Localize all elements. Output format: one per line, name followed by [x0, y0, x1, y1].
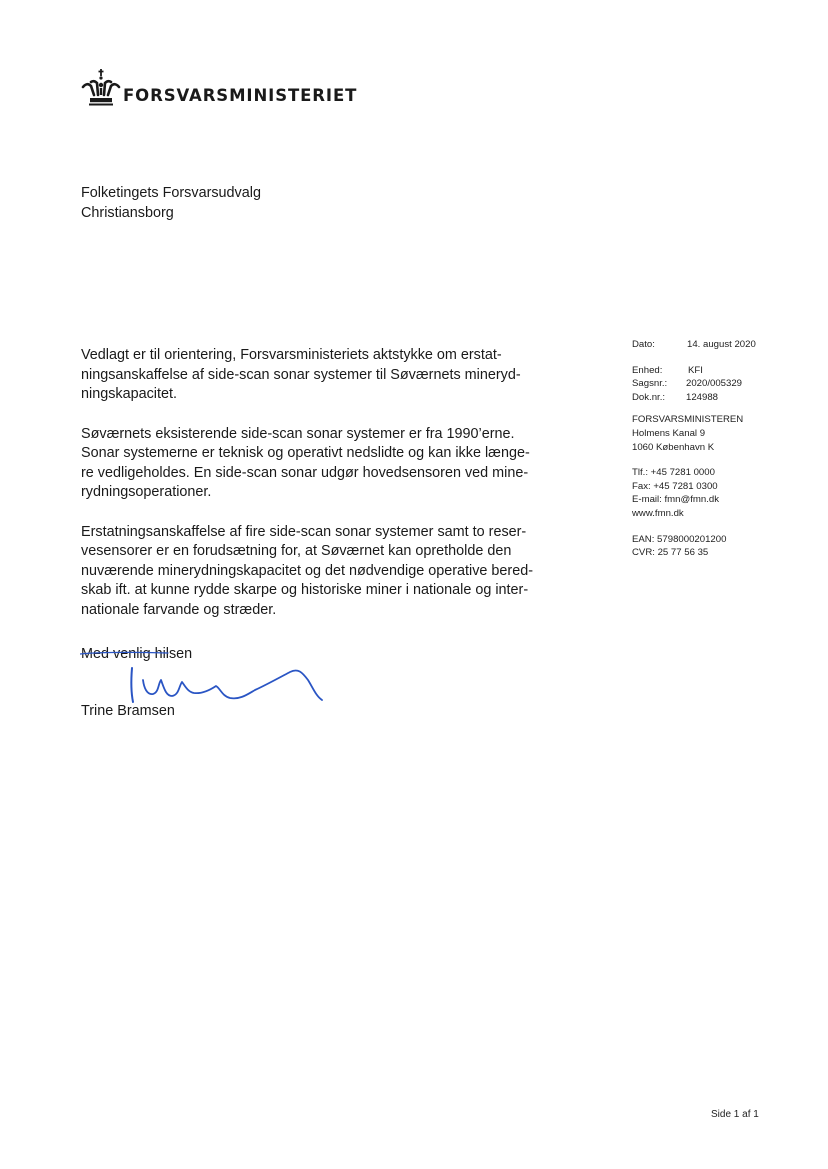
- sender-city: 1060 København K: [632, 441, 715, 453]
- date-row: [632, 338, 802, 352]
- crown-icon: [81, 68, 121, 108]
- unit-value: KFI: [688, 364, 703, 376]
- text-line: vesensorer er en forudsætning for, at Søværnet kan opretholde den: [81, 543, 512, 559]
- text-line: re vedligeholdes. En side-scan sonar udgør hovedsensoren ved mine-: [81, 464, 529, 481]
- website: www.fmn.dk: [632, 507, 684, 519]
- date-label: Dato:: [632, 339, 655, 350]
- recipient-location: Christiansborg: [81, 205, 174, 221]
- text-line: Sonar systemerne er teknisk og operativt nedslidte og kan ikke længe-: [81, 445, 530, 461]
- doc-row: [632, 391, 802, 405]
- email: E-mail: fmn@fmn.dk: [632, 494, 720, 506]
- fax: Fax: +45 7281 0300: [632, 480, 718, 492]
- page-number: Side 1 af 1: [711, 1109, 759, 1120]
- cvr-number: CVR: 25 77 56 35: [632, 547, 709, 559]
- doc-value: 124988: [686, 391, 719, 403]
- text-line: nuværende minerydningskapacitet og det nødvendige operative bered-: [81, 562, 533, 579]
- unit-label: Enhed:: [632, 364, 663, 376]
- sender-street: Holmens Kanal 9: [632, 427, 706, 439]
- recipient-name: Folketingets Forsvarsudvalg: [81, 185, 261, 201]
- case-row: [632, 377, 802, 391]
- sender-name: FORSVARSMINISTEREN: [632, 414, 744, 426]
- handwritten-signature: [80, 640, 340, 730]
- closing-greeting: Med venlig hilsen: [81, 646, 193, 662]
- text-line: Søværnets eksisterende side-scan sonar systemer er fra 1990’erne.: [81, 425, 515, 442]
- text-line: nationale farvande og stræder.: [81, 601, 277, 618]
- letter-body: [81, 346, 581, 640]
- ean-number: EAN: 5798000201200: [632, 533, 727, 545]
- signer-name: Trine Bramsen: [81, 703, 175, 719]
- date-value: 14. august 2020: [687, 339, 756, 350]
- text-line: skab ift. at kunne rydde skarpe og historiske miner i nationale og inter-: [81, 582, 529, 598]
- phone: Tlf.: +45 7281 0000: [632, 467, 715, 479]
- paragraph-2: [81, 425, 581, 503]
- text-line: Erstatningsanskaffelse af fire side-scan sonar systemer samt to reser-: [81, 523, 527, 540]
- paragraph-1: [81, 346, 581, 405]
- text-line: ningsanskaffelse af side-scan sonar systemer til Søværnets mineryd-: [81, 366, 521, 383]
- doc-label: Dok.nr.:: [632, 391, 666, 403]
- ministry-logo: [81, 68, 358, 108]
- document-metadata: [632, 338, 802, 560]
- recipient-address: [81, 183, 261, 223]
- paragraph-3: [81, 523, 581, 621]
- text-line: ningskapacitet.: [81, 386, 177, 402]
- case-value: 2020/005329: [686, 378, 743, 390]
- unit-row: [632, 364, 802, 378]
- case-label: Sagsnr.:: [632, 378, 668, 390]
- text-line: Vedlagt er til orientering, Forsvarsministeriets aktstykke om erstat-: [81, 347, 502, 363]
- logo-wordmark: FORSVARSMINISTERIET: [123, 86, 358, 105]
- text-line: rydningsoperationer.: [81, 484, 212, 500]
